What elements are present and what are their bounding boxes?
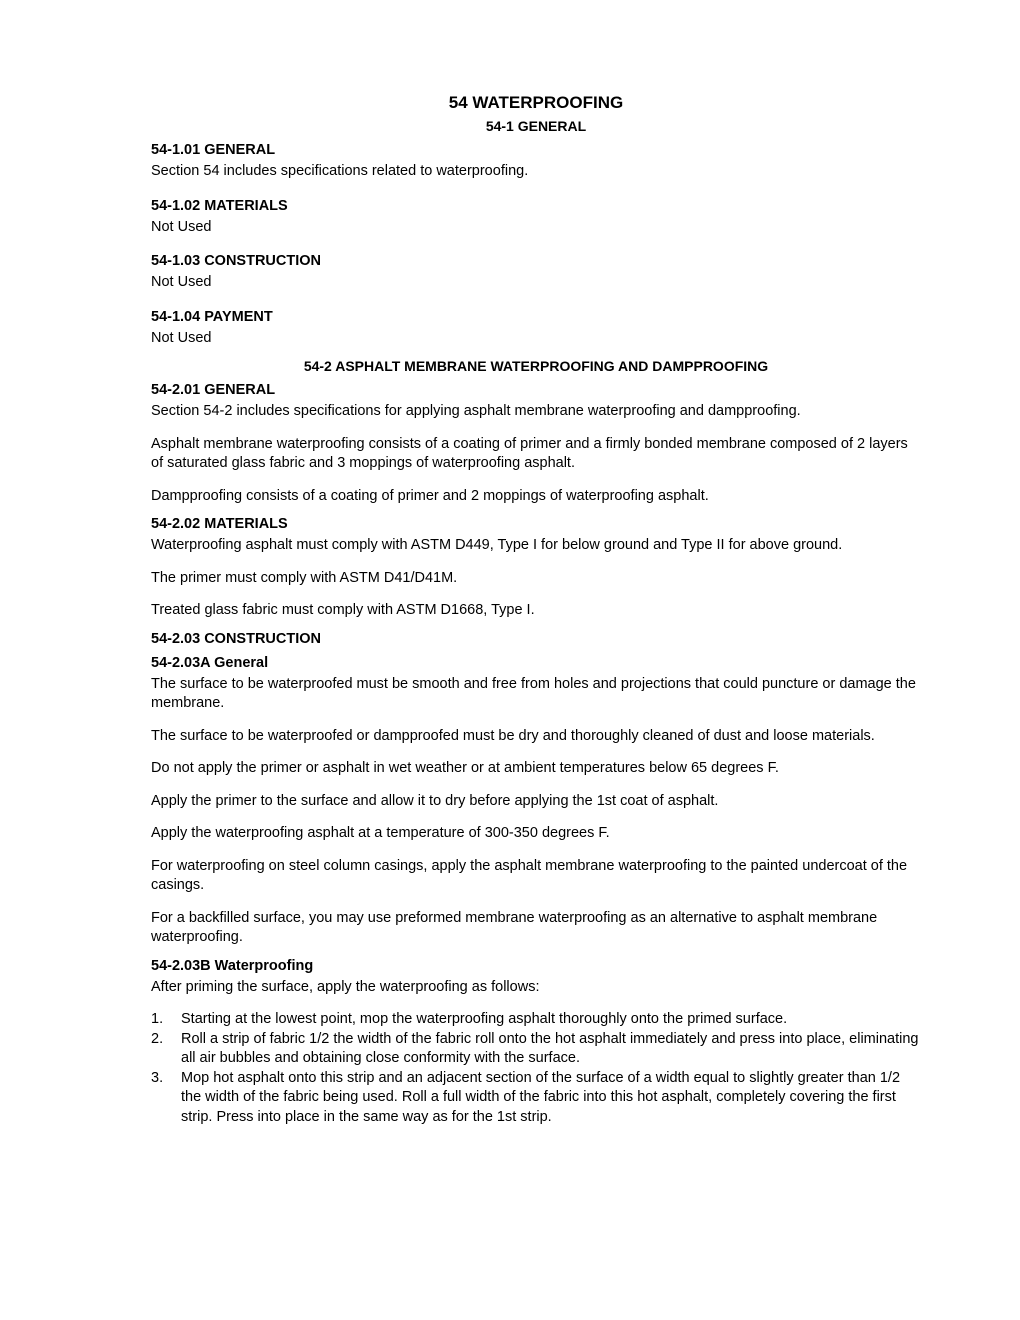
paragraph: Not Used bbox=[151, 218, 212, 235]
paragraph: For a backfilled surface, you may use preformed membrane waterproofing as an alternative to asphalt membrane waterproofing. bbox=[151, 909, 878, 945]
heading-54-1-03: 54-1.03 CONSTRUCTION bbox=[151, 253, 322, 269]
paragraph: Waterproofing asphalt must comply with ASTM D449, Type I for below ground and Type II for above ground. bbox=[151, 537, 843, 553]
list-number: 1. bbox=[151, 1011, 164, 1027]
heading-54-1-04: 54-1.04 PAYMENT bbox=[151, 308, 273, 325]
list-item bbox=[151, 1069, 921, 1128]
heading-54-2-02: 54-2.02 MATERIALS bbox=[151, 516, 288, 532]
paragraph: Section 54 includes specifications related to waterproofing. bbox=[151, 163, 529, 179]
heading-54-2-03b: 54-2.03B Waterproofing bbox=[151, 957, 314, 974]
list-number: 3. bbox=[151, 1069, 164, 1086]
paragraph: After priming the surface, apply the waterproofing as follows: bbox=[151, 978, 540, 995]
paragraph: For waterproofing on steel column casings, apply the asphalt membrane waterproofing to the painted undercoat of the casings. bbox=[151, 857, 908, 893]
heading-54-2-01: 54-2.01 GENERAL bbox=[151, 382, 276, 398]
list-item bbox=[151, 1030, 921, 1069]
heading-54-1-02: 54-1.02 MATERIALS bbox=[151, 197, 288, 214]
subsection-title-54-2: 54-2 ASPHALT MEMBRANE WATERPROOFING AND DAMPPROOFING bbox=[303, 358, 769, 374]
list-text: Starting at the lowest point, mop the waterproofing asphalt thoroughly onto the primed surface. bbox=[181, 1011, 788, 1027]
paragraph: Apply the waterproofing asphalt at a temperature of 300-350 degrees F. bbox=[151, 825, 610, 841]
subsection-title-54-1: 54-1 GENERAL bbox=[485, 118, 587, 134]
document-page bbox=[151, 92, 921, 1127]
paragraph: Section 54-2 includes specifications for applying asphalt membrane waterproofing and dampproofing. bbox=[151, 403, 801, 419]
paragraph: Do not apply the primer or asphalt in wet weather or at ambient temperatures below 65 degrees F. bbox=[151, 760, 779, 776]
list-text: Mop hot asphalt onto this strip and an adjacent section of the surface of a width equal to slightly greater than 1/2 the width of the fabric being used. Roll a full width of the fabric into this hot asphalt, completely covering the first strip. Press into place in the same way as for the 1st strip. bbox=[181, 1069, 901, 1125]
paragraph: The surface to be waterproofed or dampproofed must be dry and thoroughly cleaned of dust and loose materials. bbox=[151, 727, 875, 744]
list-text: Roll a strip of fabric 1/2 the width of the fabric roll onto the hot asphalt immediately and press into place, eliminating all air bubbles and obtaining close conformity with the surface. bbox=[181, 1030, 919, 1066]
list-item bbox=[151, 1010, 921, 1030]
paragraph: Not Used bbox=[151, 274, 212, 290]
heading-54-2-03: 54-2.03 CONSTRUCTION bbox=[151, 630, 322, 647]
paragraph: The primer must comply with ASTM D41/D41M. bbox=[151, 569, 458, 586]
heading-54-2-03a: 54-2.03A General bbox=[151, 654, 269, 671]
list-number: 2. bbox=[151, 1030, 164, 1047]
section-title: 54 WATERPROOFING bbox=[448, 93, 624, 112]
paragraph: Dampproofing consists of a coating of primer and 2 moppings of waterproofing asphalt. bbox=[151, 487, 709, 504]
paragraph: Not Used bbox=[151, 329, 212, 346]
paragraph: The surface to be waterproofed must be smooth and free from holes and projections that could puncture or damage the membrane. bbox=[151, 675, 916, 711]
paragraph: Apply the primer to the surface and allow it to dry before applying the 1st coat of asphalt. bbox=[151, 792, 719, 809]
paragraph: Asphalt membrane waterproofing consists of a coating of primer and a firmly bonded membrane composed of 2 layers of saturated glass fabric and 3 moppings of waterproofing asphalt. bbox=[151, 435, 908, 471]
paragraph: Treated glass fabric must comply with ASTM D1668, Type I. bbox=[151, 602, 535, 618]
heading-54-1-01: 54-1.01 GENERAL bbox=[151, 142, 276, 158]
waterproofing-steps-list bbox=[151, 1010, 921, 1127]
